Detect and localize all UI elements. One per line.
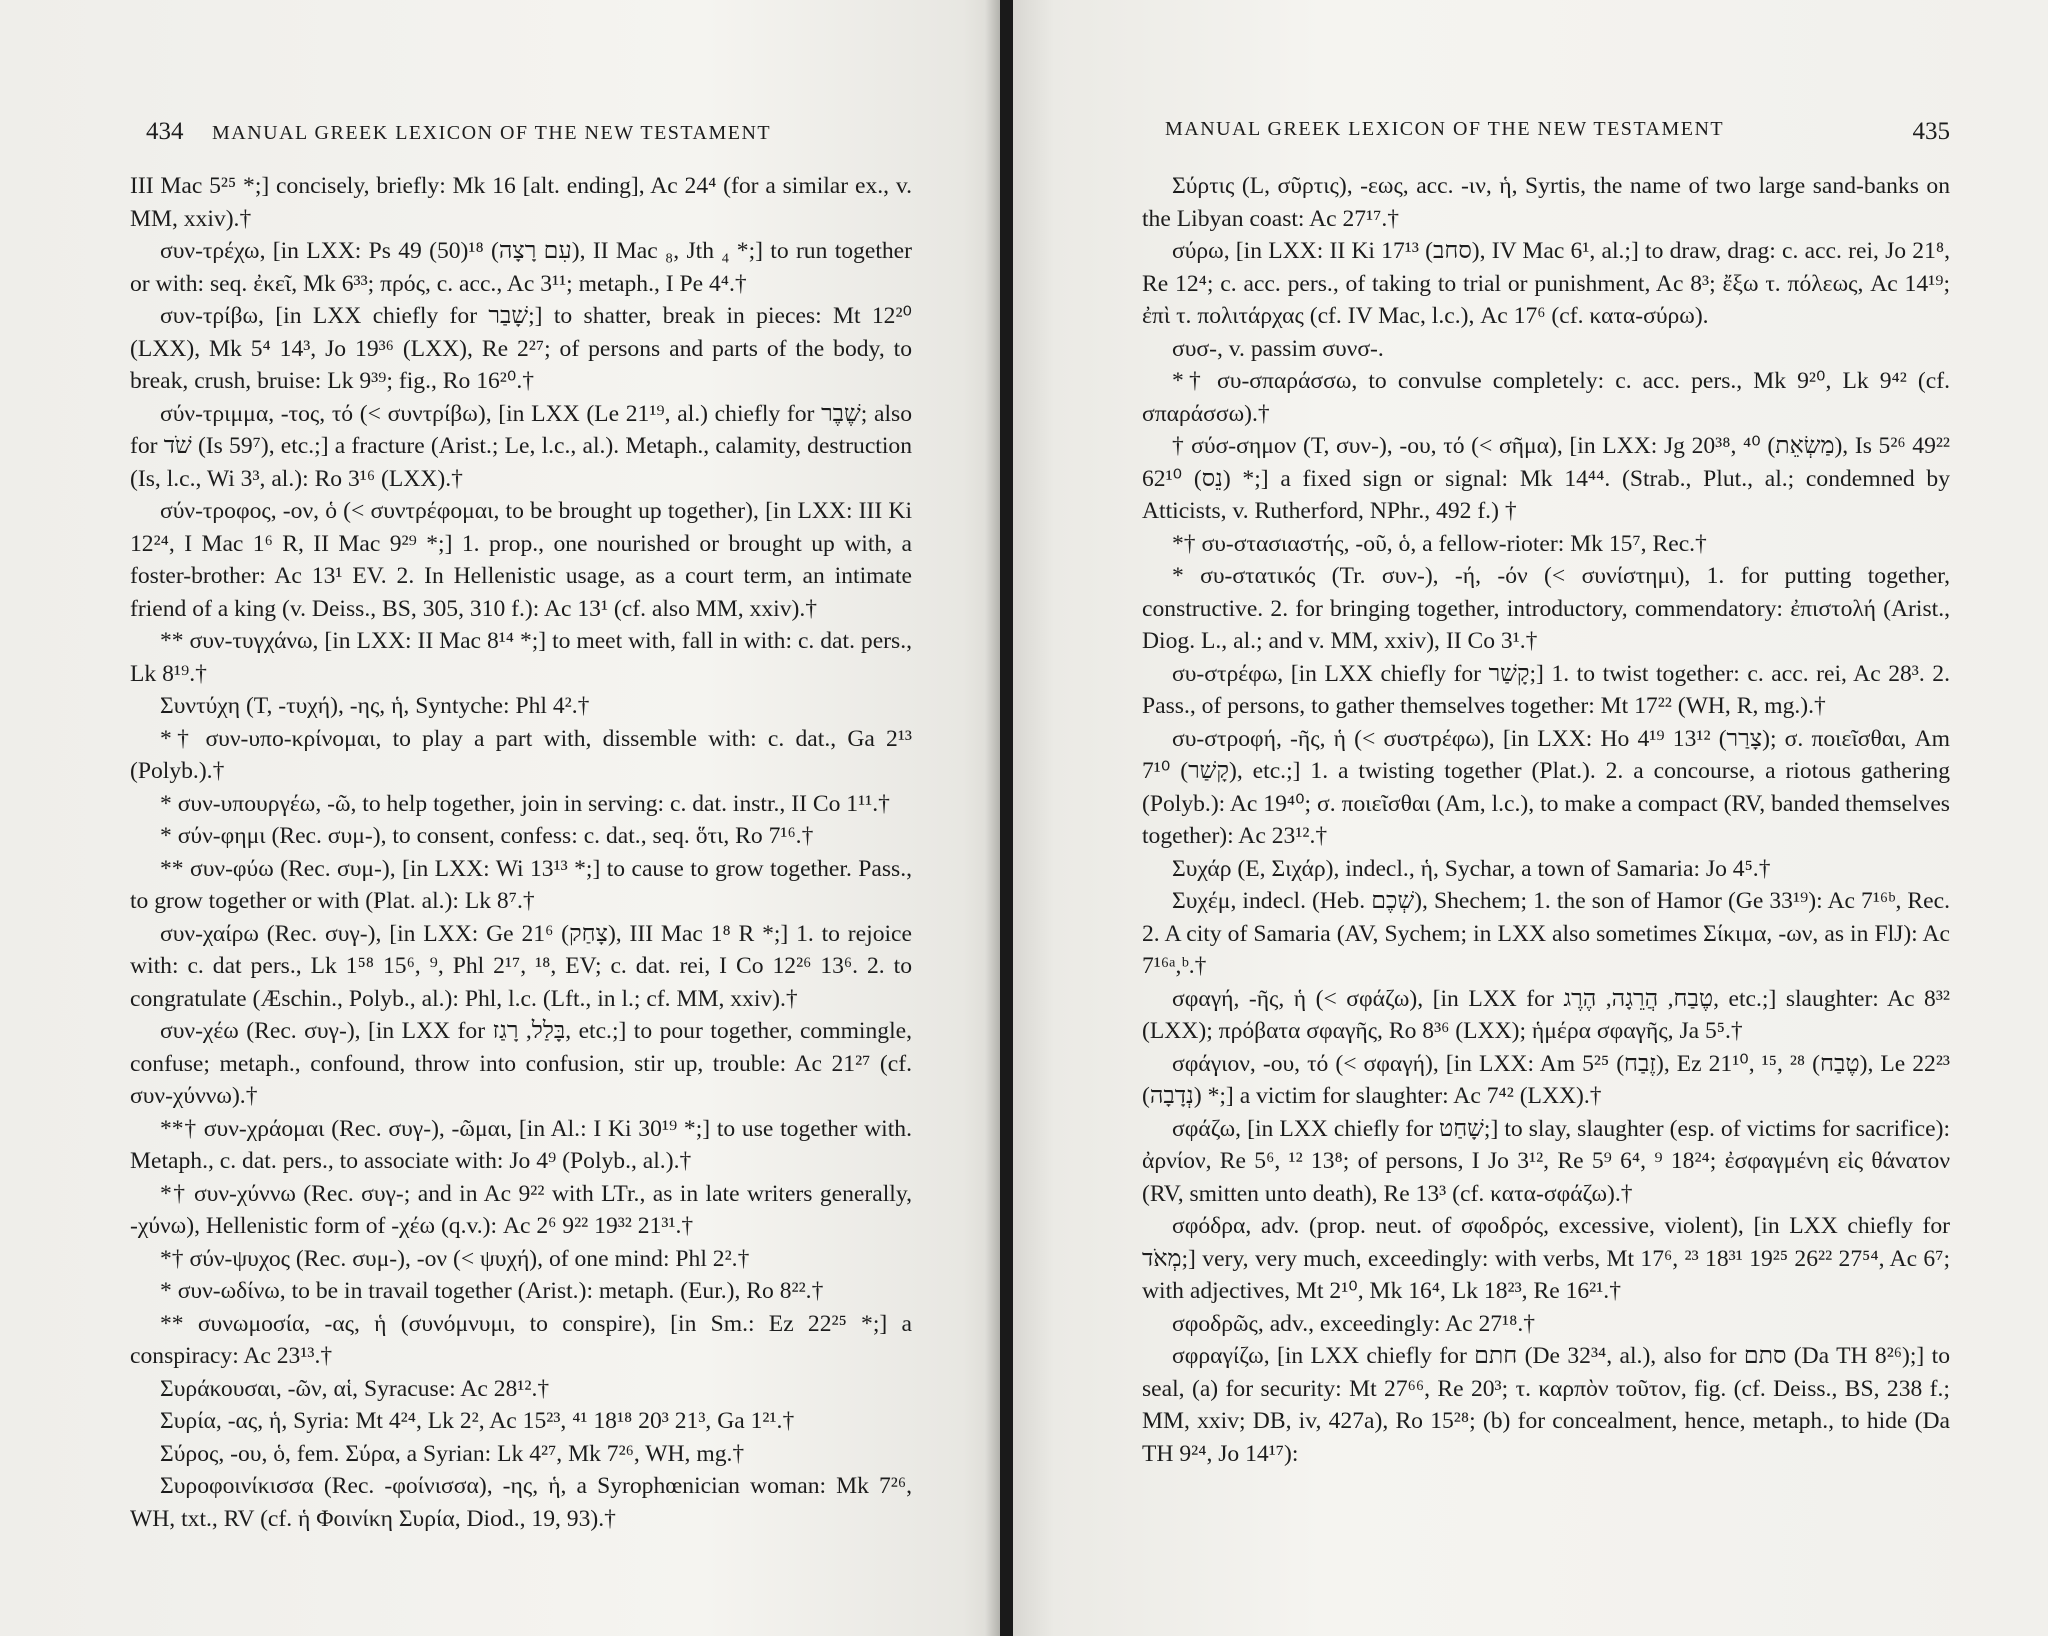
lexicon-entry: ** συνωμοσία, -ας, ἡ (συνόμνυμι, to conspire), [in Sm.: Ez 22²⁵ *;] a conspiracy: Ac 23¹³.† (130, 1310, 912, 1369)
left-running-head (146, 118, 906, 146)
lexicon-entry: *† συ-στασιαστής, -οῦ, ὁ, a fellow-rioter: Mk 15⁷, Rec.† (1172, 530, 1707, 557)
lexicon-entry: συ-στρέφω, [in LXX chiefly for קָשַׁר;] 1. to twist together: c. acc. rei, Ac 28³. 2. Pass., of persons, to gather themselves together: Mt 17²² (WH, R, mg.).† (1142, 660, 1950, 719)
lexicon-entry: * σύν-φημι (Rec. συμ-), to consent, confess: c. dat., seq. ὅτι, Ro 7¹⁶.† (160, 823, 814, 849)
left-column (130, 170, 912, 1535)
right-running-head (1165, 118, 1950, 146)
left-page-number: 434 (146, 118, 184, 145)
gutter-shadow (985, 0, 1000, 1636)
right-column (1142, 170, 1950, 1470)
lexicon-entry: * συ-στατικός (Tr. συν-), -ή, -όν (< συνίστημι), 1. for putting together, constructive. 2. for bringing together, introductory, commendatory: ἐπιστολή (Arist., Diog. L., al.; and v. MM, xxiv), II Co 3¹.† (1142, 563, 1950, 654)
lexicon-entry: σφάγιον, -ου, τό (< σφαγή), [in LXX: Am 5²⁵ (זֶבַח), Ez 21¹⁰, ¹⁵, ²⁸ (טֶבַח), Le 22²³ (נְדָבָה) *;] a victim for slaughter: Ac 7⁴² (LXX).† (1142, 1050, 1950, 1109)
lexicon-entry: *† συ-σπαράσσω, to convulse completely: c. acc. pers., Mk 9²⁰, Lk 9⁴² (cf. σπαράσσω).† (1142, 368, 1950, 427)
lexicon-entry: συν-χαίρω (Rec. συγ-), [in LXX: Ge 21⁶ (צָחַק), III Mac 1⁸ R *;] 1. to rejoice with: c. dat pers., Lk 1⁵⁸ 15⁶, ⁹, Phl 2¹⁷, ¹⁸, EV; c. dat. rei, I Co 12²⁶ 13⁶. 2. to congratulate (Æschin., Polyb., al.): Phl, l.c. (Lft., in l.; cf. MM, xxiv).† (130, 920, 912, 1012)
lexicon-entry: συν-χέω (Rec. συγ-), [in LXX for בָּלַל, רָגַז, etc.;] to pour together, commingle, confuse; metaph., confound, throw into confusion, stir up, trouble: Ac 21²⁷ (cf. συν-χύννω).† (130, 1018, 912, 1109)
lexicon-entry: ** συν-τυγχάνω, [in LXX: II Mac 8¹⁴ *;] to meet with, fall in with: c. dat. pers., Lk 8¹⁹.† (130, 628, 912, 687)
lexicon-entry: Συροφοινίκισσα (Rec. -φοίνισσα), -ης, ἡ, a Syrophœnician woman: Mk 7²⁶, WH, txt., RV (cf. ἡ Φοινίκη Συρία, Diod., 19, 93).† (130, 1473, 912, 1532)
lexicon-entry: σφάζω, [in LXX chiefly for שָׁחַט;] to slay, slaughter (esp. of victims for sacrifice): ἀρνίον, Re 5⁶, ¹² 13⁸; of persons, I Jo 3¹², Re 5⁹ 6⁴, ⁹ 18²⁴; ἐσφαγμένη εἰς θάνατον (RV, smitten unto death), Re 13³ (cf. κατα-σφάζω).† (1142, 1115, 1950, 1207)
left-running-title: MANUAL GREEK LEXICON OF THE NEW TESTAMENT (212, 122, 772, 144)
lexicon-entry: συσ-, v. passim συνσ-. (1172, 335, 1384, 362)
lexicon-entry: συν-τρίβω, [in LXX chiefly for שָׁבַר;] to shatter, break in pieces: Mt 12²⁰ (LXX), Mk 5⁴ 14³, Jo 19³⁶ (LXX), Re 2²⁷; of persons and parts of the body, to break, crush, bruise: Lk 9³⁹; fig., Ro 16²⁰.† (130, 303, 913, 394)
lexicon-entry: Σύρος, -ου, ὁ, fem. Σύρα, a Syrian: Lk 4²⁷, Mk 7²⁶, WH, mg.† (160, 1440, 745, 1467)
lexicon-entry: Συντύχη (T, -τυχή), -ης, ἡ, Syntyche: Phl 4².† (160, 693, 590, 719)
right-page (1013, 0, 2048, 1636)
right-page-number: 435 (1912, 118, 1950, 145)
lexicon-entry: σφραγίζω, [in LXX chiefly for חתם (De 32³⁴, al.), also for סתם (Da TH 8²⁶);] to seal, (a) for security: Mt 27⁶⁶, Re 20³; τ. καρπὸν τοῦτον, fig. (cf. Deiss., BS, 238 f.; MM, xxiv; DB, iv, 427a), Ro 15²⁸; (b) for concealment, hence, metaph., to hide (Da TH 9²⁴, Jo 14¹⁷): (1142, 1343, 1951, 1467)
lexicon-entry: *† συν-υπο-κρίνομαι, to play a part with, dissemble with: c. dat., Ga 2¹³ (Polyb.).† (130, 725, 912, 784)
lexicon-entry: *† σύν-ψυχος (Rec. συμ-), -ον (< ψυχή), of one mind: Phl 2².† (160, 1245, 750, 1272)
lexicon-entry: σφαγή, -ῆς, ἡ (< σφάζω), [in LXX for טֶבַח, הֲרֵגָה, הֶרֶג, etc.;] slaughter: Ac 8³² (LXX); πρόβατα σφαγῆς, Ro 8³⁶ (LXX); ἡμέρα σφαγῆς, Ja 5⁵.† (1142, 985, 1950, 1044)
left-page (0, 0, 1003, 1636)
lexicon-entry: * συν-υπουργέω, -ῶ, to help together, join in serving: c. dat. instr., II Co 1¹¹.† (160, 790, 890, 817)
lexicon-entry: Συχέμ, indecl. (Heb. שְׁכֶם), Shechem; 1. the son of Hamor (Ge 33¹⁹): Ac 7¹⁶ᵇ, Rec. 2. A city of Samaria (AV, Sychem; in LXX also sometimes Σίκιμα, -ων, as in FlJ): Ac 7¹⁶ᵃ,ᵇ.† (1142, 888, 1950, 979)
right-running-title: MANUAL GREEK LEXICON OF THE NEW TESTAMENT (1165, 118, 1725, 140)
lexicon-entry: Συχάρ (E, Σιχάρ), indecl., ἡ, Sychar, a town of Samaria: Jo 4⁵.† (1172, 855, 1771, 882)
lexicon-entry: *† συν-χύννω (Rec. συγ-; and in Ac 9²² with LTr., as in late writers generally, -χύνω), Hellenistic form of -χέω (q.v.): Ac 2⁶ 9²² 19³² 21³¹.† (130, 1180, 912, 1239)
lexicon-entry: * συν-ωδίνω, to be in travail together (Arist.): metaph. (Eur.), Ro 8²².† (160, 1278, 824, 1304)
lexicon-entry: Σύρτις (L, σῦρτις), -εως, acc. -ιν, ἡ, Syrtis, the name of two large sand-banks on the Libyan coast: Ac 27¹⁷.† (1142, 173, 1950, 232)
lexicon-entry: σύρω, [in LXX: II Ki 17¹³ (סחב), IV Mac 6¹, al.;] to draw, drag: c. acc. rei, Jo 21⁸, Re 12⁴; c. acc. pers., of taking to trial or punishment, Ac 8³; ἔξω τ. πόλεως, Ac 14¹⁹; ἐπὶ τ. πολιτάρχας (cf. IV Mac, l.c.), Ac 17⁶ (cf. κατα-σύρω). (1142, 238, 1951, 329)
lexicon-entry: σύν-τριμμα, -τος, τό (< συντρίβω), [in LXX (Le 21¹⁹, al.) chiefly for שֶׁבֶר; also for שֹׁד (Is 59⁷), etc.;] a fracture (Arist.; Le, l.c., al.). Metaph., calamity, destruction (Is, l.c., Wi 3³, al.): Ro 3¹⁶ (LXX).† (130, 400, 912, 492)
lexicon-entry: συν-τρέχω, [in LXX: Ps 49 (50)¹⁸ (עִם רָצָה), II Mac ₈, Jth ₄ *;] to run together or with: seq. ἐκεῖ, Mk 6³³; πρός, c. acc., Ac 3¹¹; metaph., I Pe 4⁴.† (130, 238, 912, 297)
lexicon-entry: ** συν-φύω (Rec. συμ-), [in LXX: Wi 13¹³ *;] to cause to grow together. Pass., to grow together or with (Plat. al.): Lk 8⁷.† (130, 855, 912, 914)
lexicon-entry: III Mac 5²⁵ *;] concisely, briefly: Mk 16 [alt. ending], Ac 24⁴ (for a similar ex., v. MM, xxiv).† (130, 173, 912, 232)
lexicon-entry: † σύσ-σημον (T, συν-), -ου, τό (< σῆμα), [in LXX: Jg 20³⁸, ⁴⁰ (מַשְׂאֵת), Is 5²⁶ 49²² 62¹⁰ (נֵס) *;] a fixed sign or signal: Mk 14⁴⁴. (Strab., Plut., al.; condemned by Atticists, v. Rutherford, NPhr., 492 f.) † (1142, 433, 1951, 524)
lexicon-entry: σύν-τροφος, -ον, ὁ (< συντρέφομαι, to be brought up together), [in LXX: III Ki 12²⁴, I Mac 1⁶ R, II Mac 9²⁹ *;] 1. prop., one nourished or brought up with, a foster-brother: Ac 13¹ EV. 2. In Hellenistic usage, as a court term, an intimate friend of a king (v. Deiss., BS, 305, 310 f.): Ac 13¹ (cf. also MM, xxiv).† (130, 498, 912, 622)
lexicon-entry: σφόδρα, adv. (prop. neut. of σφοδρός, excessive, violent), [in LXX chiefly for מְאֹד;] very, very much, exceedingly: with verbs, Mt 17⁶, ²³ 18³¹ 19²⁵ 26²² 27⁵⁴, Ac 6⁷; with adjectives, Mt 2¹⁰, Mk 16⁴, Lk 18²³, Re 16²¹.† (1142, 1213, 1950, 1304)
lexicon-entry: σφοδρῶς, adv., exceedingly: Ac 27¹⁸.† (1172, 1310, 1536, 1337)
lexicon-entry: Συρία, -ας, ἡ, Syria: Mt 4²⁴, Lk 2², Ac 15²³, ⁴¹ 18¹⁸ 20³ 21³, Ga 1²¹.† (160, 1408, 795, 1434)
lexicon-entry: **† συν-χράομαι (Rec. συγ-), -ῶμαι, [in Al.: I Ki 30¹⁹ *;] to use together with. Metaph., c. dat. pers., to associate with: Jo 4⁹ (Polyb., al.).† (130, 1115, 912, 1174)
lexicon-entry: Συράκουσαι, -ῶν, αἱ, Syracuse: Ac 28¹².† (160, 1375, 550, 1402)
lexicon-entry: συ-στροφή, -ῆς, ἡ (< συστρέφω), [in LXX: Ho 4¹⁹ 13¹² (צָרַר); σ. ποιεῖσθαι, Am 7¹⁰ (קָשַׁר), etc.;] 1. a twisting together (Plat.). 2. a concourse, a riotous gathering (Polyb.): Ac 19⁴⁰; σ. ποιεῖσθαι (Am, l.c.), to make a compact (RV, banded themselves together): Ac 23¹².† (1142, 725, 1950, 849)
